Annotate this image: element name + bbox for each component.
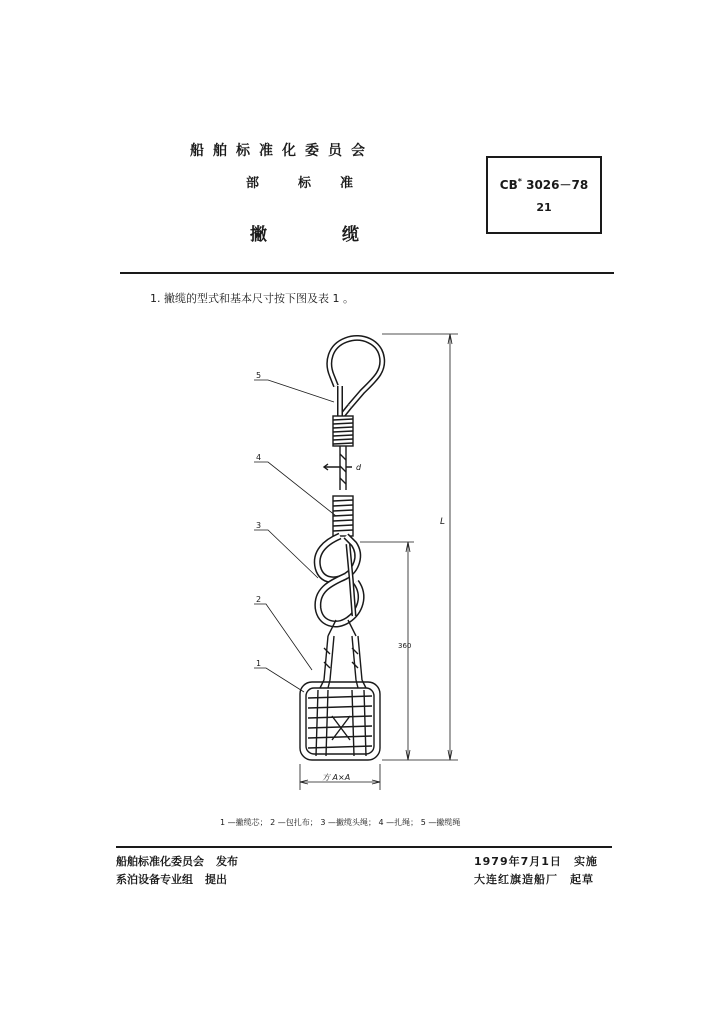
footer-divider bbox=[116, 846, 612, 848]
rope-segment-d bbox=[324, 446, 352, 490]
issue-label: 发布 bbox=[216, 855, 238, 868]
title-char-2: 缆 bbox=[342, 225, 359, 245]
department-char-2: 标 bbox=[298, 176, 312, 191]
figure-legend: 1 —撇缆芯； 2 —包扎布； 3 —撇缆头绳； 4 —扎绳； 5 —撇缆绳 bbox=[220, 818, 461, 827]
callout-5: 5 bbox=[256, 371, 262, 380]
dimension-lines bbox=[300, 334, 458, 790]
standard-code bbox=[488, 176, 600, 193]
effective-label: 实施 bbox=[573, 855, 598, 868]
footer-drafter bbox=[474, 871, 594, 887]
department-char-3: 准 bbox=[340, 176, 354, 191]
callout-leaders bbox=[254, 380, 336, 692]
draft-label: 起草 bbox=[570, 873, 594, 886]
issuer-name: 船舶标准化委员会 bbox=[116, 855, 204, 868]
standard-number-box bbox=[486, 156, 602, 234]
dimension-d-label: d bbox=[356, 463, 362, 472]
organization-name: 船舶标准化委员会 bbox=[190, 143, 374, 159]
page-number: 21 bbox=[536, 201, 552, 214]
seizing-upper bbox=[333, 416, 353, 446]
standard-code-superscript: * bbox=[517, 177, 522, 186]
callout-2: 2 bbox=[256, 595, 262, 604]
footer-proposer bbox=[116, 871, 227, 887]
footer-effective-date bbox=[474, 853, 598, 869]
propose-label: 提出 bbox=[205, 873, 227, 886]
dimension-square-label: 方 A×A bbox=[322, 773, 351, 782]
proposer-name: 系泊设备专业组 bbox=[116, 873, 193, 886]
dimension-L-label: L bbox=[440, 517, 446, 527]
standard-code-prefix: CB bbox=[499, 178, 518, 192]
callout-3: 3 bbox=[256, 521, 262, 530]
heaving-line-drawing bbox=[200, 320, 470, 800]
callout-1: 1 bbox=[256, 659, 262, 668]
knot-head-rope bbox=[317, 536, 361, 636]
drafter-name: 大连红旗造船厂 bbox=[474, 873, 558, 886]
monkey-fist-core bbox=[300, 680, 380, 760]
standard-code-number: 3026－78 bbox=[526, 178, 589, 192]
header-divider bbox=[120, 272, 614, 274]
dimension-knot-label: 360 bbox=[398, 642, 412, 650]
footer-issuer bbox=[116, 853, 238, 869]
knot-legs bbox=[324, 636, 362, 680]
callout-4: 4 bbox=[256, 453, 262, 462]
department-char-1: 部 bbox=[246, 176, 260, 191]
clause-1-text: 1. 撇缆的型式和基本尺寸按下图及表 1 。 bbox=[150, 292, 354, 305]
title-char-1: 撇 bbox=[250, 225, 267, 245]
effective-date: 1979年7月1日 bbox=[474, 855, 562, 868]
